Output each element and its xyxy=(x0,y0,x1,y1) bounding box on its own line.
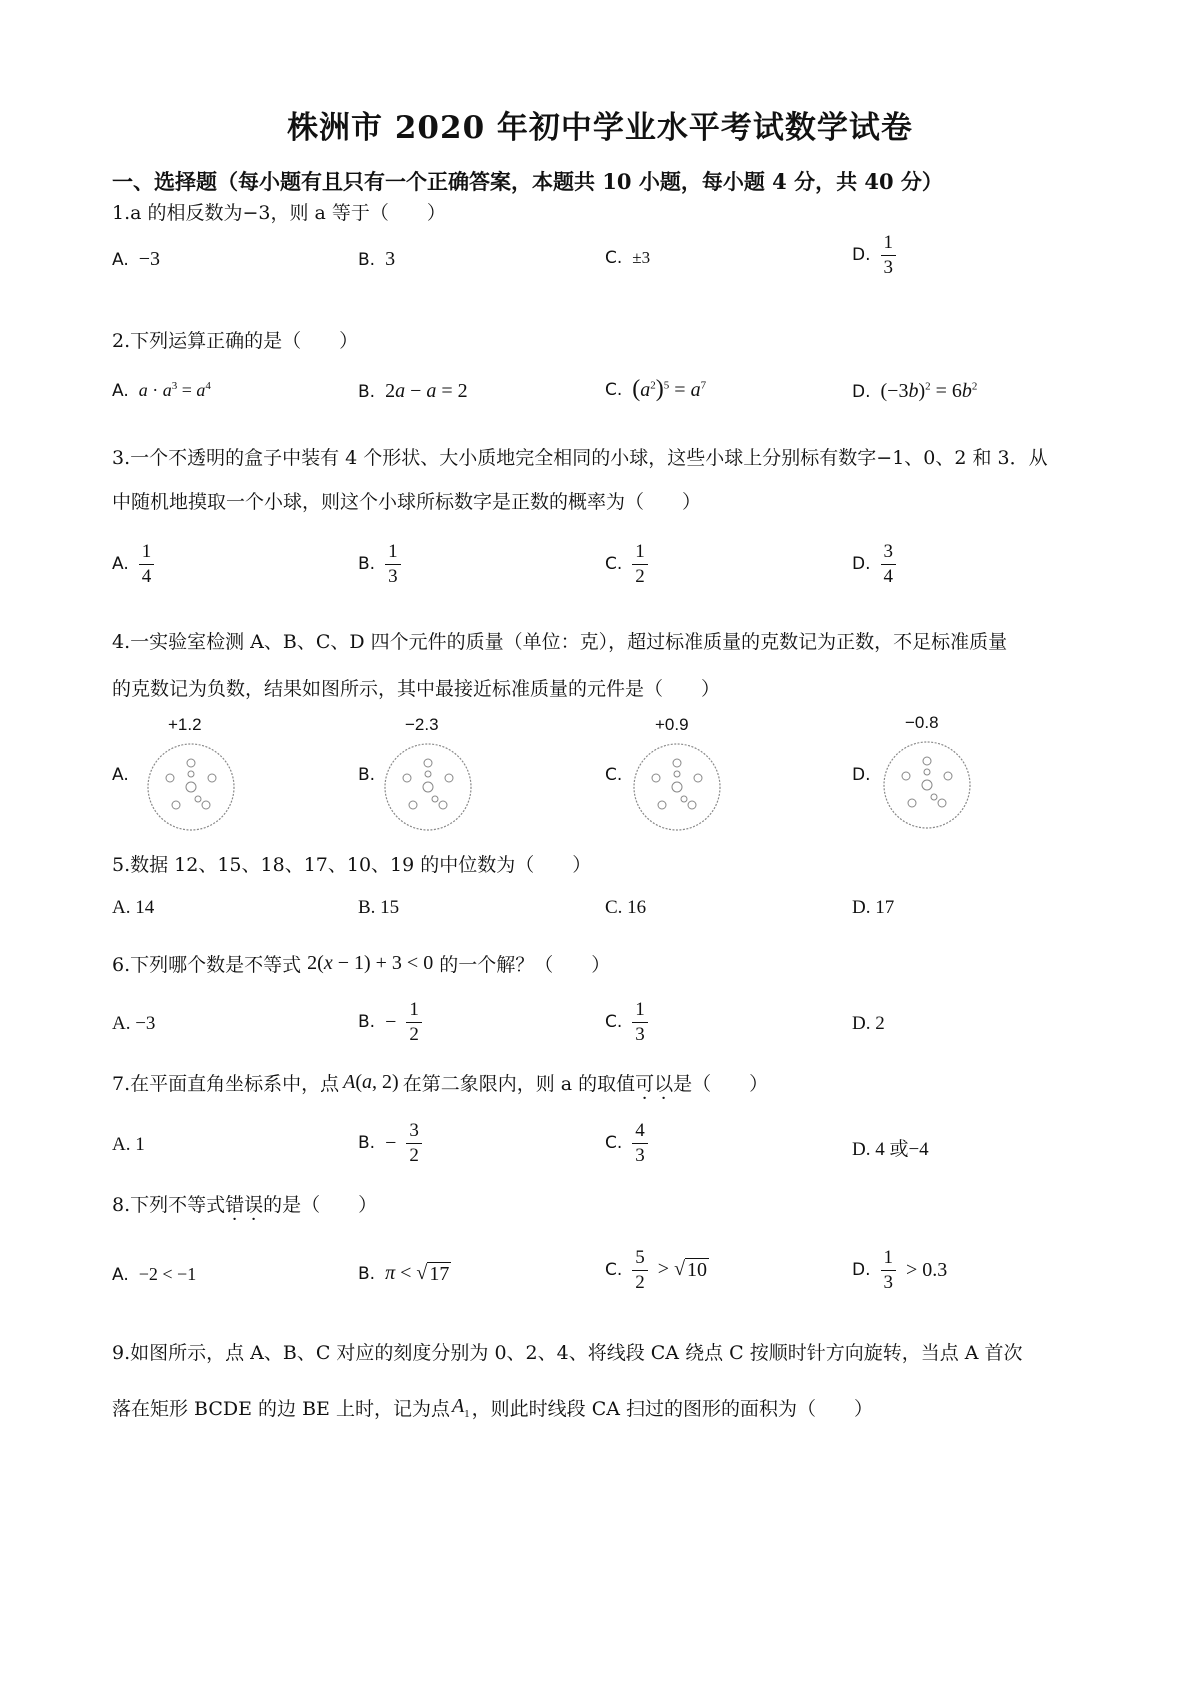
point-formula: A(a, 2) xyxy=(343,1071,399,1093)
q6-option-c[interactable] xyxy=(605,1000,648,1045)
fraction xyxy=(406,1121,422,1166)
fraction xyxy=(881,233,897,278)
q5-option-b[interactable] xyxy=(358,897,399,919)
q1-option-d[interactable] xyxy=(852,233,896,278)
option-formula: $a \cdot a^3 = a^4$ xyxy=(138,380,211,400)
minus-sign: − xyxy=(385,1131,397,1154)
option-label: D. xyxy=(852,1260,871,1281)
numerator: 1 xyxy=(385,542,401,565)
option-label: B. xyxy=(358,249,376,270)
fraction xyxy=(881,1248,897,1293)
fraction xyxy=(881,542,897,587)
denominator: 4 xyxy=(883,565,893,587)
question-3-stem-line2: 中随机地摸取一个小球，则这个小球所标数字是正数的概率为（ ） xyxy=(112,491,702,513)
emphasis-char: 以 · xyxy=(654,1069,673,1096)
q4-mass-c: +0.9 xyxy=(655,715,689,734)
question-2-stem: 2.下列运算正确的是（ ） xyxy=(112,330,359,352)
fraction xyxy=(632,1121,648,1166)
page-title: 株洲市 2020 年初中学业水平考试数学试卷 xyxy=(287,110,913,146)
q5-option-c[interactable] xyxy=(605,897,646,919)
stem-text: 7.在平面直角坐标系中，点 xyxy=(112,1073,340,1095)
minus-sign: − xyxy=(385,1010,397,1033)
numerator: 1 xyxy=(632,542,648,565)
sqrt-expression: √ 10 xyxy=(674,1258,708,1282)
option-formula: −2 < −1 xyxy=(138,1264,197,1284)
stem-text: 8.下列不等式 xyxy=(112,1194,226,1216)
option-label: C. xyxy=(605,1260,623,1281)
q7-option-b[interactable] xyxy=(358,1121,422,1166)
section-header: 一、选择题（每小题有且只有一个正确答案，本题共 10 小题，每小题 4 分，共 40 分） xyxy=(112,169,943,194)
stem-text: 在第二象限内，则 a 的取值 xyxy=(402,1073,636,1095)
q2-option-b[interactable] xyxy=(358,380,468,403)
emphasis-char: 误 · xyxy=(244,1190,263,1217)
option-label: D. xyxy=(852,245,871,266)
denominator: 3 xyxy=(388,565,398,587)
option-label: D. xyxy=(852,381,871,402)
point-a1-formula: $A_1$ xyxy=(451,1395,470,1420)
option-label: B. xyxy=(358,1012,376,1033)
fraction xyxy=(632,1248,648,1293)
option-text: D. 17 xyxy=(852,897,895,918)
option-label: C. xyxy=(605,379,623,400)
fraction xyxy=(139,542,155,587)
numerator: 1 xyxy=(139,542,155,565)
q4-option-c-label[interactable]: C. xyxy=(605,765,623,785)
option-text: C. 16 xyxy=(605,897,647,918)
option-value: ±3 xyxy=(632,248,651,267)
q8-option-c[interactable] xyxy=(605,1248,709,1293)
stem-text: 是（ ） xyxy=(673,1073,769,1095)
numerator: 3 xyxy=(406,1121,422,1144)
fraction xyxy=(385,542,401,587)
fraction xyxy=(406,1000,422,1045)
numerator: 1 xyxy=(406,1000,422,1023)
question-4-stem-line2: 的克数记为负数，结果如图所示，其中最接近标准质量的元件是（ ） xyxy=(112,678,721,700)
numerator: 1 xyxy=(881,233,897,256)
option-text: D. 4 或−4 xyxy=(852,1139,929,1160)
option-text: A. −3 xyxy=(112,1013,156,1034)
numerator: 4 xyxy=(632,1121,648,1144)
inequality-formula: 2(x − 1) + 3 < 0 xyxy=(307,952,434,974)
option-formula: 2a − a = 2 xyxy=(385,380,468,402)
denominator: 2 xyxy=(635,1271,645,1293)
q3-option-b[interactable] xyxy=(358,542,401,587)
question-1-stem: 1.a 的相反数为−3，则 a 等于（ ） xyxy=(112,202,446,224)
numerator: 5 xyxy=(632,1248,648,1271)
q3-option-c[interactable] xyxy=(605,542,648,587)
q3-option-d[interactable] xyxy=(852,542,896,587)
option-label: C. xyxy=(605,554,623,575)
q4-option-a-label[interactable]: A. xyxy=(112,765,129,785)
question-3-stem-line1: 3.一个不透明的盒子中装有 4 个形状、大小质地完全相同的小球，这些小球上分别标有数字−1、0、2 和 3．从 xyxy=(112,447,1048,469)
question-6-stem xyxy=(112,950,610,977)
q5-option-d[interactable] xyxy=(852,897,894,919)
q2-option-a[interactable] xyxy=(112,380,211,401)
stem-text: 的是（ ） xyxy=(263,1194,378,1216)
option-label: B. xyxy=(358,554,376,575)
option-formula: > 0.3 xyxy=(906,1258,948,1281)
q8-option-d[interactable] xyxy=(852,1248,947,1293)
q8-option-a[interactable] xyxy=(112,1264,196,1285)
component-b-icon[interactable] xyxy=(383,742,473,832)
q4-mass-a: +1.2 xyxy=(168,715,202,734)
q2-option-c[interactable] xyxy=(605,376,706,403)
option-label: C. xyxy=(605,1133,623,1154)
stem-text: 的一个解？（ ） xyxy=(439,954,611,976)
question-7-stem xyxy=(112,1069,768,1096)
denominator: 3 xyxy=(635,1144,645,1166)
sqrt-expression: √ 17 xyxy=(416,1262,450,1285)
option-label: A. xyxy=(112,554,129,575)
option-label: A. xyxy=(112,249,129,270)
denominator: 3 xyxy=(635,1023,645,1045)
q3-option-a[interactable] xyxy=(112,542,154,587)
option-value: 3 xyxy=(385,248,396,270)
denominator: 2 xyxy=(409,1144,419,1166)
fraction xyxy=(632,542,648,587)
question-5-stem: 5.数据 12、15、18、17、10、19 的中位数为（ ） xyxy=(112,854,592,876)
fraction xyxy=(632,1000,648,1045)
q4-option-d-label[interactable]: D. xyxy=(852,765,871,785)
question-4-stem-line1: 4.一实验室检测 A、B、C、D 四个元件的质量（单位：克），超过标准质量的克数记为正数，不足标准质量 xyxy=(112,631,1008,653)
option-label: C. xyxy=(605,248,623,268)
denominator: 3 xyxy=(883,1271,893,1293)
numerator: 1 xyxy=(632,1000,648,1023)
question-9-stem-line1: 9.如图所示，点 A、B、C 对应的刻度分别为 0、2、4、将线段 CA 绕点 C 按顺时针方向旋转，当点 A 首次 xyxy=(112,1342,1023,1364)
component-c-icon[interactable] xyxy=(632,742,722,832)
q1-option-b[interactable] xyxy=(358,248,395,271)
stem-text: ，则此时线段 CA 扫过的图形的面积为（ ） xyxy=(471,1398,874,1420)
q1-option-a[interactable] xyxy=(112,248,160,271)
question-9-stem-line2 xyxy=(112,1394,873,1421)
option-formula: $(a^2)^5 = a^7$ xyxy=(632,376,707,402)
option-text: A. 14 xyxy=(112,897,155,918)
denominator: 4 xyxy=(141,565,152,587)
q5-option-a[interactable] xyxy=(112,897,154,919)
option-text: A. 1 xyxy=(112,1134,145,1155)
stem-text: 6.下列哪个数是不等式 xyxy=(112,954,302,976)
option-label: C. xyxy=(605,1012,623,1033)
emphasis-char: 可 · xyxy=(635,1069,654,1096)
q4-option-b-label[interactable]: B. xyxy=(358,765,376,785)
q7-option-d[interactable] xyxy=(852,1134,929,1161)
q6-option-a[interactable] xyxy=(112,1013,155,1035)
option-label: D. xyxy=(852,554,871,575)
option-value: −3 xyxy=(138,248,161,270)
q6-option-d[interactable] xyxy=(852,1013,885,1035)
emphasis-char: 错 · xyxy=(225,1190,244,1217)
q7-option-c[interactable] xyxy=(605,1121,648,1166)
q6-option-b[interactable] xyxy=(358,1000,422,1045)
option-label: B. xyxy=(358,381,376,402)
option-label: B. xyxy=(358,1264,376,1284)
q4-mass-b: −2.3 xyxy=(405,715,439,734)
option-formula: > √ 10 xyxy=(657,1258,708,1282)
option-formula: π < √ 17 xyxy=(385,1262,450,1285)
q4-mass-d: −0.8 xyxy=(905,713,939,732)
q1-option-c[interactable] xyxy=(605,248,650,268)
numerator: 1 xyxy=(881,1248,897,1271)
denominator: 3 xyxy=(883,256,893,278)
question-8-stem xyxy=(112,1190,377,1217)
option-text: B. 15 xyxy=(358,897,400,918)
option-formula: $(-3b)^2 = 6b^2$ xyxy=(880,380,978,402)
denominator: 2 xyxy=(635,565,645,587)
q7-option-a[interactable] xyxy=(112,1134,145,1156)
option-text: D. 2 xyxy=(852,1013,885,1034)
component-a-icon[interactable] xyxy=(146,742,236,832)
numerator: 3 xyxy=(881,542,897,565)
option-label: A. xyxy=(112,1264,129,1285)
stem-text: 落在矩形 BCDE 的边 BE 上时，记为点 xyxy=(112,1398,450,1420)
option-label: A. xyxy=(112,380,129,401)
q8-option-b[interactable] xyxy=(358,1262,451,1286)
denominator: 2 xyxy=(409,1023,419,1045)
q2-option-d[interactable] xyxy=(852,380,977,403)
option-label: B. xyxy=(358,1133,376,1154)
component-d-icon[interactable] xyxy=(882,740,972,830)
